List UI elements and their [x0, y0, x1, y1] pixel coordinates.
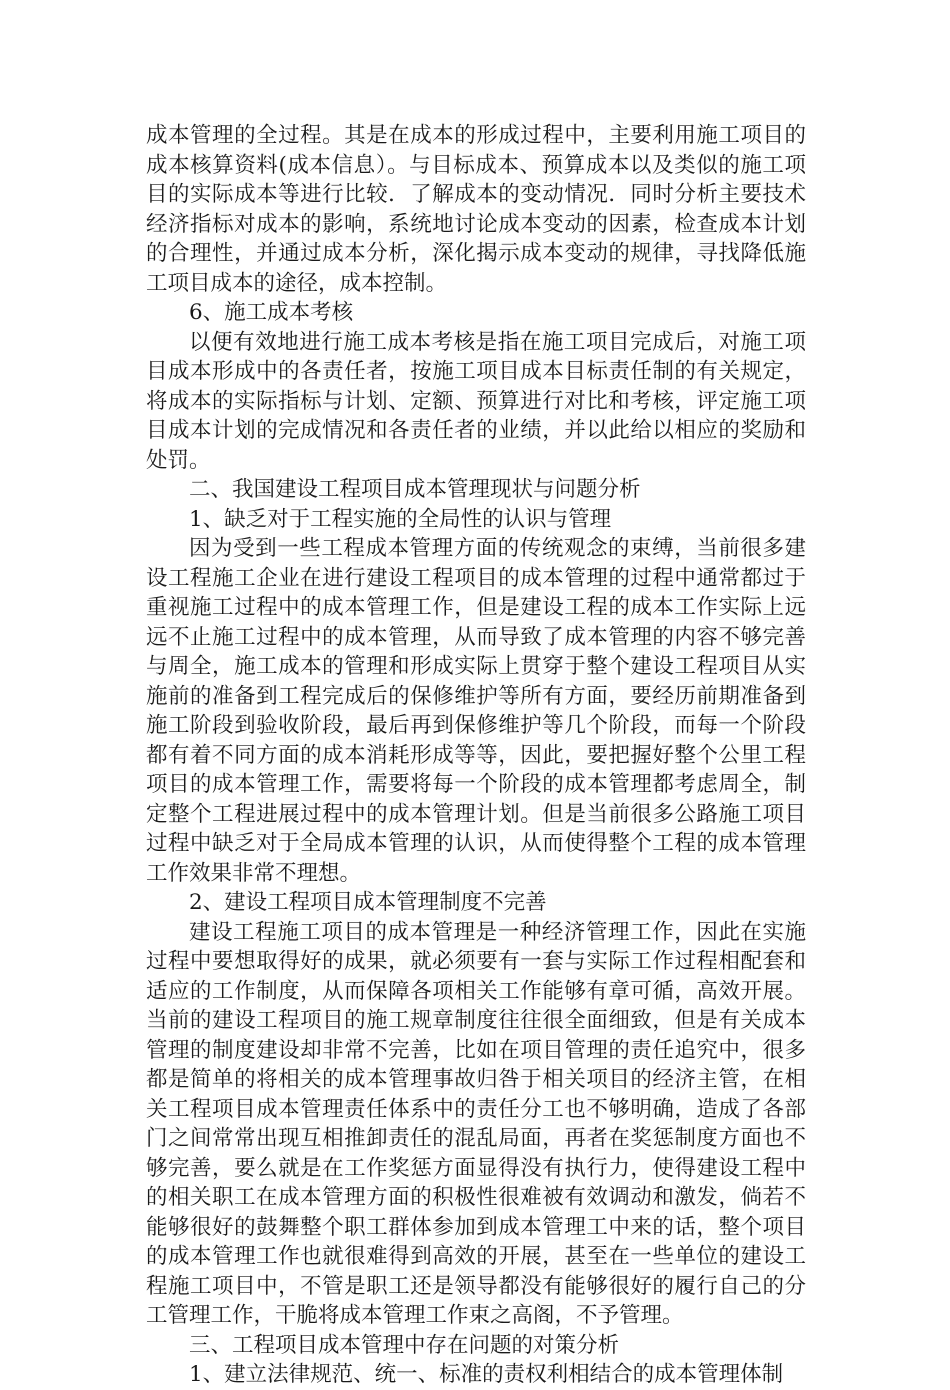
paragraph-cost-assessment: 以便有效地进行施工成本考核是指在施工项目完成后，对施工项目成本形成中的各责任者，按施工项目成本目标责任制的有关规定，将成本的实际指标与计划、定额、预算进行对比和考核，评定施工项目成本计划的完成情况和各责任者的业绩，并以此给以相应的奖励和处罚。: [146, 329, 806, 473]
section-heading-global-awareness: 1、缺乏对于工程实施的全局性的认识与管理: [189, 506, 612, 532]
paragraph-management-system: 建设工程施工项目的成本管理是一种经济管理工作，因此在实施过程中要想取得好的成果，就必须要有一套与实际工作过程相配套和适应的工作制度，从而保障各项相关工作能够有章可循，高效开展。当前的建设工程项目的施工规章制度往往很全面细致，但是有关成本管理的制度建设却非常不完善，比如在项目管理的责任追究中，很多都是简单的将相关的成本管理事故归咎于相关项目的经济主管，在相关工程项目成本管理责任体系中的责任分工也不够明确，造成了各部门之间常常出现互相推卸责任的混乱局面，再者在奖惩制度方面也不够完善，要么就是在工作奖惩方面显得没有执行力，使得建设工程中的相关职工在成本管理方面的积极性很难被有效调动和激发，倘若不能够很好的鼓舞整个职工群体参加到成本管理工中来的话，整个项目的成本管理工作也就很难得到高效的开展，甚至在一些单位的建设工程施工项目中，不管是职工还是领导都没有能够很好的履行自己的分工管理工作，干脆将成本管理工作束之高阁，不予管理。: [146, 919, 806, 1328]
section-heading-legal-framework: 1、建立法律规范、统一、标准的责权利相结合的成本管理体制: [189, 1362, 784, 1387]
section-heading-cost-assessment: 6、施工成本考核: [189, 300, 354, 325]
paragraph-global-awareness: 因为受到一些工程成本管理方面的传统观念的束缚，当前很多建设工程施工企业在进行建设工程项目的成本管理的过程中通常都过于重视施工过程中的成本管理工作，但是建设工程的成本工作实际上远远不止施工过程中的成本管理，从而导致了成本管理的内容不够完善与周全，施工成本的管理和形成实际上贯穿于整个建设工程项目从实施前的准备到工程完成后的保修维护等所有方面，要经历前期准备到施工阶段到验收阶段，最后再到保修维护等几个阶段，而每一个阶段都有着不同方面的成本消耗形成等等，因此，要把握好整个公里工程项目的成本管理工作，需要将每一个阶段的成本管理都考虑周全，制定整个工程进展过程中的成本管理计划。但是当前很多公路施工项目过程中缺乏对于全局成本管理的认识，从而使得整个工程的成本管理工作效果非常不理想。: [146, 536, 806, 886]
document-page: [146, 121, 806, 1390]
chapter-heading-current-status: 二、我国建设工程项目成本管理现状与问题分析: [189, 477, 641, 502]
chapter-heading-countermeasures: 三、工程项目成本管理中存在问题的对策分析: [189, 1332, 620, 1358]
section-heading-management-system: 2、建设工程项目成本管理制度不完善: [189, 890, 547, 915]
paragraph-cost-analysis-continued: 成本管理的全过程。其是在成本的形成过程中，主要利用施工项目的成本核算资料(成本信息）。与目标成本、预算成本以及类似的施工项目的实际成本等进行比较．了解成本的变动情况．同时分析主要技术经济指标对成本的影响，系统地讨论成本变动的因素，检查成本计划的合理性，并通过成本分析，深化揭示成本变动的规律，寻找降低施工项目成本的途径，成本控制。: [146, 123, 806, 296]
